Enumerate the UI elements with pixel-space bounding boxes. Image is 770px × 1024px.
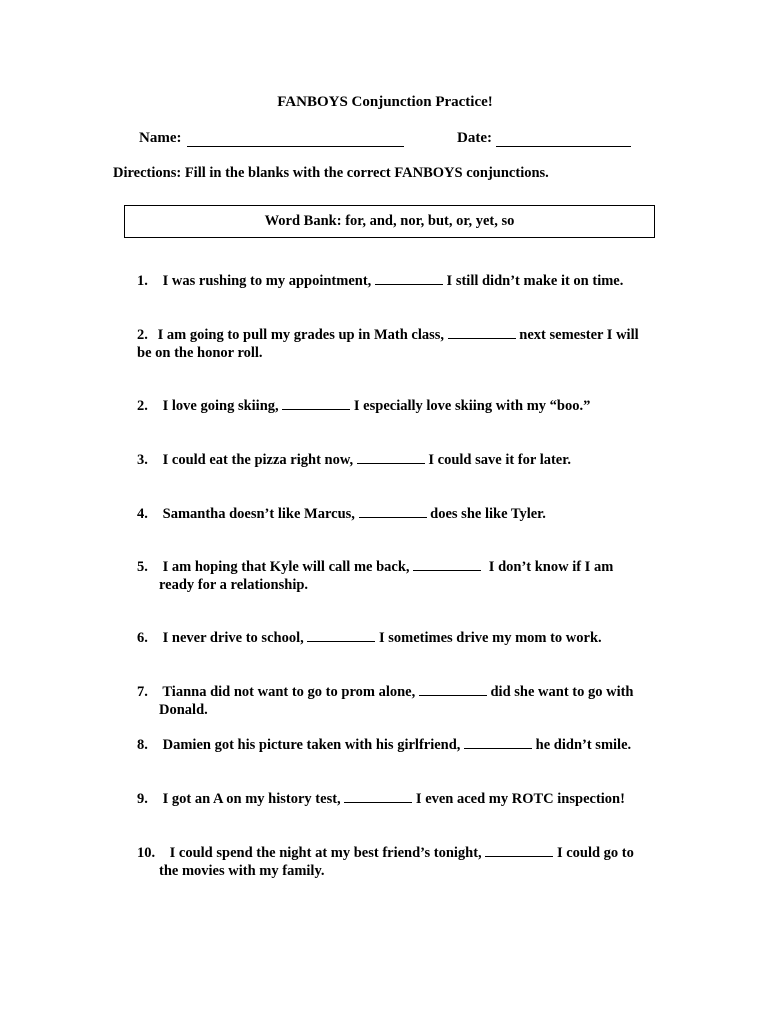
date-line	[496, 132, 631, 147]
question-text-before: I could spend the night at my best friend’s tonight,	[169, 845, 482, 861]
question-1	[137, 272, 623, 290]
question-text-after: I don’t know if I am	[488, 559, 614, 575]
question-text-before: I was rushing to my appointment,	[162, 273, 372, 289]
word-bank-text: Word Bank: for, and, nor, but, or, yet, so	[264, 213, 515, 229]
name-label: Name:	[139, 130, 182, 146]
question-text-after: I especially love skiing with my “boo.”	[353, 398, 591, 414]
question-8-line2: Donald.	[159, 702, 208, 718]
answer-blank	[448, 326, 516, 339]
question-6-line2: ready for a relationship.	[159, 577, 309, 593]
question-number: 6.	[137, 630, 148, 646]
question-9	[137, 736, 631, 754]
word-bank-box	[124, 205, 655, 238]
page-title: FANBOYS Conjunction Practice!	[277, 94, 493, 110]
question-5	[137, 505, 546, 523]
answer-blank	[375, 272, 443, 285]
question-text-after: I could save it for later.	[428, 452, 571, 468]
answer-blank	[464, 736, 532, 749]
question-number: 3.	[137, 452, 148, 468]
question-text-before: I love going skiing,	[162, 398, 279, 414]
question-text-after: I even aced my ROTC inspection!	[415, 791, 625, 807]
answer-blank	[307, 629, 375, 642]
name-line	[187, 132, 404, 147]
question-number: 2.	[137, 398, 148, 414]
question-11-line2: the movies with my family.	[159, 863, 325, 879]
question-text-before: I am hoping that Kyle will call me back,	[162, 559, 410, 575]
question-text-after: he didn’t smile.	[535, 737, 632, 753]
answer-blank	[485, 844, 553, 857]
question-4	[137, 451, 571, 469]
question-text-after: did she want to go with	[490, 684, 634, 700]
answer-blank	[344, 790, 412, 803]
question-2-line2: be on the honor roll.	[137, 345, 263, 361]
question-text-after: next semester I will	[519, 327, 639, 343]
question-text-before: Damien got his picture taken with his girlfriend,	[162, 737, 461, 753]
question-number: 10.	[137, 845, 156, 861]
question-number: 5.	[137, 559, 148, 575]
answer-blank	[357, 451, 425, 464]
question-7	[137, 629, 602, 647]
question-number: 4.	[137, 506, 148, 522]
question-text-before: I never drive to school,	[162, 630, 304, 646]
question-2	[137, 326, 639, 344]
answer-blank	[282, 397, 350, 410]
question-10	[137, 790, 625, 808]
question-text-after: does she like Tyler.	[430, 506, 546, 522]
question-text-before: Samantha doesn’t like Marcus,	[162, 506, 355, 522]
question-number: 2.	[137, 327, 148, 343]
question-text-after: I sometimes drive my mom to work.	[378, 630, 602, 646]
question-text-after: I could go to	[556, 845, 634, 861]
answer-blank	[359, 505, 427, 518]
question-text-before: I am going to pull my grades up in Math class,	[157, 327, 445, 343]
directions-text: Directions: Fill in the blanks with the correct FANBOYS conjunctions.	[113, 165, 549, 181]
question-number: 7.	[137, 684, 148, 700]
question-text-before: I got an A on my history test,	[162, 791, 341, 807]
question-6	[137, 558, 613, 576]
question-text-before: I could eat the pizza right now,	[162, 452, 354, 468]
question-8	[137, 683, 634, 701]
question-text-before: Tianna did not want to go to prom alone,	[162, 684, 416, 700]
question-11	[137, 844, 634, 862]
question-number: 9.	[137, 791, 148, 807]
question-3	[137, 397, 590, 415]
answer-blank	[413, 558, 481, 571]
date-label: Date:	[457, 130, 492, 146]
answer-blank	[419, 683, 487, 696]
question-number: 1.	[137, 273, 148, 289]
question-number: 8.	[137, 737, 148, 753]
question-text-after: I still didn’t make it on time.	[446, 273, 624, 289]
